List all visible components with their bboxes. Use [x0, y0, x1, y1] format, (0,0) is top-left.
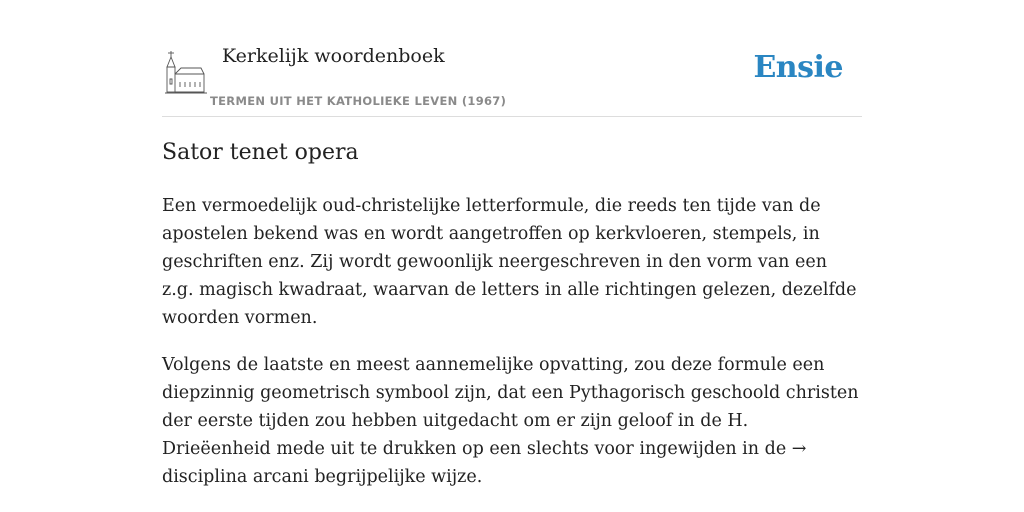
paragraph-2-text: Volgens de laatste en meest aannemelijke opvatting, zou deze formule een diepzinnig geometrisch symbool zijn, dat een Pythagorisch geschoold christen der eerste tijden zou hebben uitgedacht om er zijn geloof in de H. Drieëenheid mede uit te drukken op een slechts voor ingewijden in de — [162, 355, 859, 459]
header — [162, 0, 862, 117]
page-title: Sator tenet opera — [162, 140, 359, 165]
entry-body — [162, 192, 862, 510]
church-icon — [165, 49, 207, 95]
dictionary-subtitle: TERMEN UIT HET KATHOLIEKE LEVEN (1967) — [210, 94, 507, 108]
brand-logo-link[interactable]: Ensie — [753, 50, 843, 85]
paragraph-2 — [162, 351, 862, 491]
page — [162, 0, 862, 487]
paragraph-1: Een vermoedelijk oud-christelijke letterformule, die reeds ten tijde van de apostelen bekend was en wordt aangetroffen op kerkvloeren, stempels, in geschriften enz. Zij wordt gewoonlijk neergeschreven in den vorm van een z.g. magisch kwadraat, waarvan de letters in alle richtingen gelezen, dezelfde woorden vormen. — [162, 196, 857, 328]
dictionary-title[interactable]: Kerkelijk woordenboek — [222, 45, 445, 67]
disciplina-arcani-link[interactable]: → disciplina arcani — [162, 439, 807, 487]
paragraph-2-end: begrijpelijke wijze. — [308, 467, 483, 487]
